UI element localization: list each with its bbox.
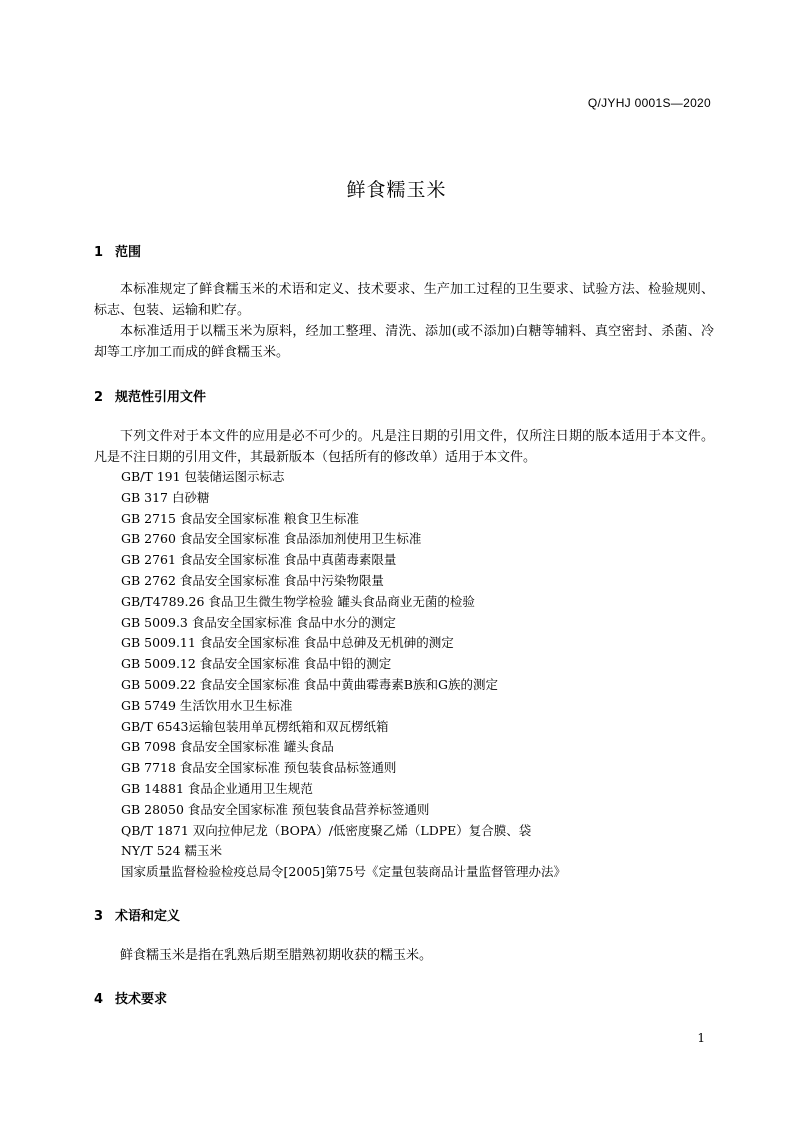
section-heading-terms [94,905,180,924]
terms-paragraph: 鲜食糯玉米是指在乳熟后期至腊熟初期收获的糯玉米。 [120,948,433,963]
document-title: 鲜食糯玉米 [346,179,447,201]
reference-item: NY/T 524 糯玉米 [121,843,223,859]
reference-item: 国家质量监督检验检疫总局令[2005]第75号《定量包装商品计量监督管理办法》 [121,864,566,880]
reference-item: GB 28050 食品安全国家标准 预包装食品营养标签通则 [121,801,430,817]
section-heading-technical-requirements [94,988,167,1007]
section-title: 范围 [115,245,142,260]
section-number: 3 [94,909,104,924]
section-title: 技术要求 [115,992,168,1007]
scope-paragraph-2: 本标准适用于以糯玉米为原料，经加工整理、清洗、添加(或不添加)白糖等辅料、真空密封、杀菌、冷却等工序加工而成的鲜食糯玉米。 [94,324,714,360]
reference-item: GB 5009.11 食品安全国家标准 食品中总砷及无机砷的测定 [121,635,454,651]
reference-item: GB/T 6543运输包装用单瓦楞纸箱和双瓦楞纸箱 [121,718,389,734]
section-title: 规范性引用文件 [115,390,207,405]
reference-item: GB 7718 食品安全国家标准 预包装食品标签通则 [121,760,397,776]
reference-item: GB 2715 食品安全国家标准 粮食卫生标准 [121,510,359,526]
reference-item: GB 2762 食品安全国家标准 食品中污染物限量 [121,572,384,588]
section-heading-scope [94,241,141,260]
standard-code: Q/JYHJ 0001S—2020 [587,96,711,110]
reference-item: GB/T4789.26 食品卫生微生物学检验 罐头食品商业无菌的检验 [121,593,475,609]
references-intro: 下列文件对于本文件的应用是必不可少的。凡是注日期的引用文件，仅所注日期的版本适用于本文件。凡是不注日期的引用文件，其最新版本（包括所有的修改单）适用于本文件。 [94,429,714,465]
section-number: 1 [94,245,104,260]
reference-item: GB/T 191 包装储运图示标志 [121,469,285,484]
reference-item: QB/T 1871 双向拉伸尼龙（BOPA）/低密度聚乙烯（LDPE）复合膜、袋 [121,822,532,838]
reference-item: GB 5009.22 食品安全国家标准 食品中黄曲霉毒素B族和G族的测定 [121,676,498,692]
reference-item: GB 5009.12 食品安全国家标准 食品中铅的测定 [121,656,392,672]
reference-list [121,467,566,883]
reference-item: GB 5009.3 食品安全国家标准 食品中水分的测定 [121,614,396,630]
reference-item: GB 2760 食品安全国家标准 食品添加剂使用卫生标准 [121,531,422,547]
section-number: 2 [94,390,104,405]
reference-item: GB 14881 食品企业通用卫生规范 [121,780,313,796]
page-number: 1 [697,1031,705,1045]
reference-item: GB 7098 食品安全国家标准 罐头食品 [121,739,334,755]
scope-paragraph-1: 本标准规定了鲜食糯玉米的术语和定义、技术要求、生产加工过程的卫生要求、试验方法、检验规则、标志、包装、运输和贮存。 [94,282,714,318]
section-number: 4 [94,992,104,1007]
reference-item: GB 2761 食品安全国家标准 食品中真菌毒素限量 [121,552,397,568]
section-heading-normative-references [94,386,206,405]
reference-item: GB 5749 生活饮用水卫生标准 [121,697,293,713]
reference-item: GB 317 白砂糖 [121,489,210,505]
section-title: 术语和定义 [115,909,181,924]
